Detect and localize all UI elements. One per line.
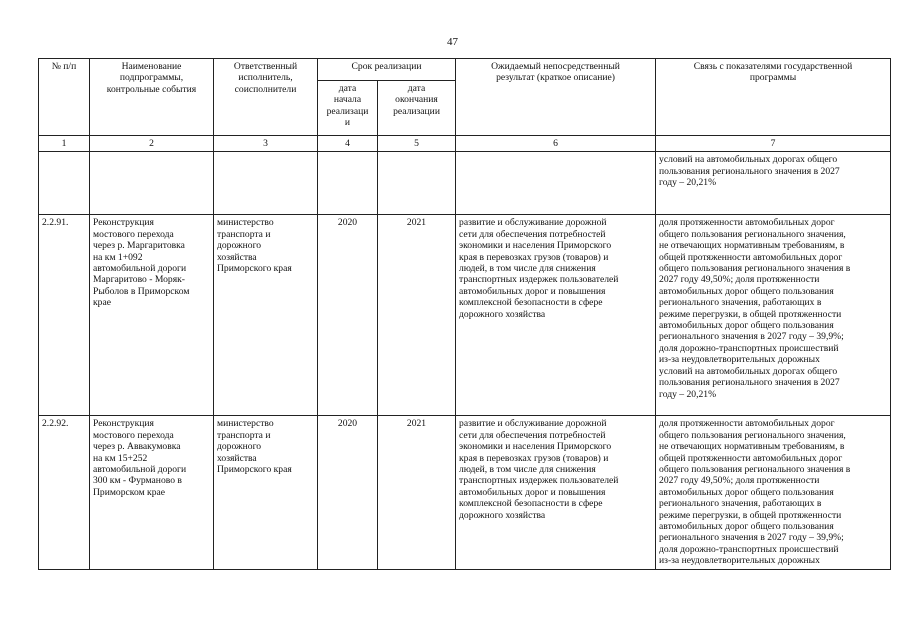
text-line: крае [93, 297, 111, 309]
table-row [39, 215, 891, 416]
text-line: исполнитель, [238, 72, 293, 84]
row-number: 2.2.91. [39, 215, 90, 416]
text-line: режиме перегрузки, в общей протяженности [659, 509, 842, 521]
text-line: начала [333, 94, 362, 106]
text-line: доля дорожно-транспортных происшествий [659, 543, 839, 555]
text-line: Ответственный [233, 61, 298, 72]
header-result [456, 59, 656, 136]
text-line: пользования регионального значения в 2027 [659, 377, 840, 389]
text-line: не отвечающих нормативным требованиям, в [659, 240, 845, 252]
text-line: автомобильных дорог общего пользования [659, 486, 834, 498]
text-line: подпрограммы, [119, 72, 184, 84]
text-line: хозяйства [217, 251, 257, 263]
text-line: общего пользования регионального значения в [659, 464, 851, 476]
text-line: году – 20,21% [659, 177, 717, 189]
start-date: 2020 [318, 416, 378, 569]
text-line: Ожидаемый непосредственный [491, 61, 620, 72]
text-line: мостового перехода [93, 228, 174, 240]
text-line: программы [749, 72, 797, 84]
text-line: автомобильных дорог и повышения [459, 285, 606, 297]
text-line: регионального значения, работающих в [659, 297, 822, 309]
expected-result [456, 416, 656, 569]
text-line: автомобильной дороги [93, 263, 187, 275]
text-line: году – 20,21% [659, 388, 717, 400]
column-number: 5 [378, 136, 456, 152]
text-line: окончания [395, 94, 438, 106]
text-line: и [344, 117, 351, 129]
executor [214, 215, 318, 416]
cell [318, 152, 378, 215]
text-line: режиме перегрузки, в общей протяженности [659, 308, 842, 320]
text-line: реализации [393, 105, 440, 117]
text-line: 300 км - Фурманово в [93, 475, 182, 487]
table-row [39, 416, 891, 569]
column-number: 7 [656, 136, 891, 152]
text-line: регионального значения в 2027 году – 39,9%; [659, 331, 844, 343]
text-line: транспорта и [217, 429, 271, 441]
text-line: на км 1+092 [93, 251, 143, 263]
text-line: комплексной безопасности в сфере [459, 297, 603, 309]
continuation-row [39, 152, 891, 215]
text-line: общего пользования регионального значения в [659, 263, 851, 275]
header-executor [214, 59, 318, 136]
expected-result [456, 215, 656, 416]
text-line: 2027 году 49,50%; доля протяженности [659, 475, 820, 487]
text-line: дорожного хозяйства [459, 509, 546, 521]
column-number: 4 [318, 136, 378, 152]
text-line: общей протяженности автомобильных дорог [659, 251, 843, 263]
indicators-cell [656, 152, 891, 215]
text-line: № п/п [51, 61, 77, 72]
start-date: 2020 [318, 215, 378, 416]
text-line: дорожного [217, 441, 262, 453]
text-line: людей, в том числе для снижения [459, 464, 596, 476]
header-period: Срок реализации [318, 59, 456, 81]
text-line: дорожного хозяйства [459, 308, 546, 320]
text-line: министерство [217, 217, 274, 229]
text-line: регионального значения в 2027 году – 39,9%; [659, 532, 844, 544]
text-line: реализаци [326, 105, 369, 117]
page-number: 47 [447, 36, 458, 48]
text-line: Приморском крае [93, 486, 166, 498]
text-line: Приморского края [217, 263, 292, 275]
text-line: Наименование [121, 61, 182, 72]
cell [456, 152, 656, 215]
text-line: дата [407, 83, 426, 94]
text-line: общего пользования регионального значения, [659, 429, 846, 441]
program-table [38, 58, 891, 570]
text-line: Реконструкция [93, 217, 154, 229]
text-line: министерство [217, 418, 274, 430]
subprogram-name [90, 416, 214, 569]
text-line: условий на автомобильных дорогах общего [659, 154, 838, 166]
end-date: 2021 [378, 215, 456, 416]
text-line: автомобильных дорог общего пользования [659, 285, 834, 297]
text-line: края в перевозках грузов (товаров) и [459, 251, 609, 263]
text-line: Связь с показателями государственной [693, 61, 853, 72]
indicators [656, 416, 891, 569]
text-line: контрольные события [106, 83, 197, 95]
column-number: 3 [214, 136, 318, 152]
cell [214, 152, 318, 215]
text-line: из-за неудовлетворительных дорожных [659, 555, 820, 567]
text-line: через р. Маргаритовка [93, 240, 185, 252]
text-line: мостового перехода [93, 429, 174, 441]
text-line: на км 15+252 [93, 452, 148, 464]
text-line: доля дорожно-транспортных происшествий [659, 342, 839, 354]
column-number: 1 [39, 136, 90, 152]
text-line: сети для обеспечения потребностей [459, 228, 606, 240]
column-number: 2 [90, 136, 214, 152]
text-line: регионального значения, работающих в [659, 498, 822, 510]
text-line: 2027 году 49,50%; доля протяженности [659, 274, 820, 286]
executor [214, 416, 318, 569]
header-indicators [656, 59, 891, 136]
text-line: общего пользования регионального значения, [659, 228, 846, 240]
text-line: экономики и населения Приморского [459, 441, 612, 453]
text-line: через р. Аввакумовка [93, 441, 181, 453]
text-line: результат (краткое описание) [496, 72, 615, 84]
indicators [656, 215, 891, 416]
text-line: общей протяженности автомобильных дорог [659, 452, 843, 464]
text-line: Маргаритово - Моряк- [93, 274, 185, 286]
column-number: 6 [456, 136, 656, 152]
end-date: 2021 [378, 416, 456, 569]
text-line: дорожного [217, 240, 262, 252]
text-line: комплексной безопасности в сфере [459, 498, 603, 510]
row-number: 2.2.92. [39, 416, 90, 569]
text-line: соисполнители [234, 83, 297, 95]
text-line: хозяйства [217, 452, 257, 464]
text-line: развитие и обслуживание дорожной [459, 418, 607, 430]
text-line: доля протяженности автомобильных дорог [659, 418, 835, 430]
text-line: транспортных издержек пользователей [459, 274, 619, 286]
text-line: доля протяженности автомобильных дорог [659, 217, 835, 229]
text-line: сети для обеспечения потребностей [459, 429, 606, 441]
text-line: автомобильной дороги [93, 464, 187, 476]
text-line: автомобильных дорог общего пользования [659, 521, 834, 533]
text-line: Рыболов в Приморском [93, 285, 190, 297]
column-number-row [39, 136, 891, 152]
header-number [39, 59, 90, 136]
cell [39, 152, 90, 215]
text-line: края в перевозках грузов (товаров) и [459, 452, 609, 464]
text-line: дата [338, 83, 357, 94]
text-line: транспорта и [217, 228, 271, 240]
text-line: условий на автомобильных дорогах общего [659, 365, 838, 377]
header-name [90, 59, 214, 136]
text-line: Приморского края [217, 464, 292, 476]
header-start-date [318, 81, 378, 136]
text-line: автомобильных дорог общего пользования [659, 320, 834, 332]
text-line: не отвечающих нормативным требованиям, в [659, 441, 845, 453]
text-line: автомобильных дорог и повышения [459, 486, 606, 498]
text-line: экономики и населения Приморского [459, 240, 612, 252]
cell [378, 152, 456, 215]
text-line: людей, в том числе для снижения [459, 263, 596, 275]
text-line: Реконструкция [93, 418, 154, 430]
text-line: развитие и обслуживание дорожной [459, 217, 607, 229]
subprogram-name [90, 215, 214, 416]
text-line: из-за неудовлетворительных дорожных [659, 354, 820, 366]
header-end-date [378, 81, 456, 136]
header-row [39, 59, 891, 81]
cell [90, 152, 214, 215]
text-line: транспортных издержек пользователей [459, 475, 619, 487]
text-line: пользования регионального значения в 2027 [659, 165, 840, 177]
